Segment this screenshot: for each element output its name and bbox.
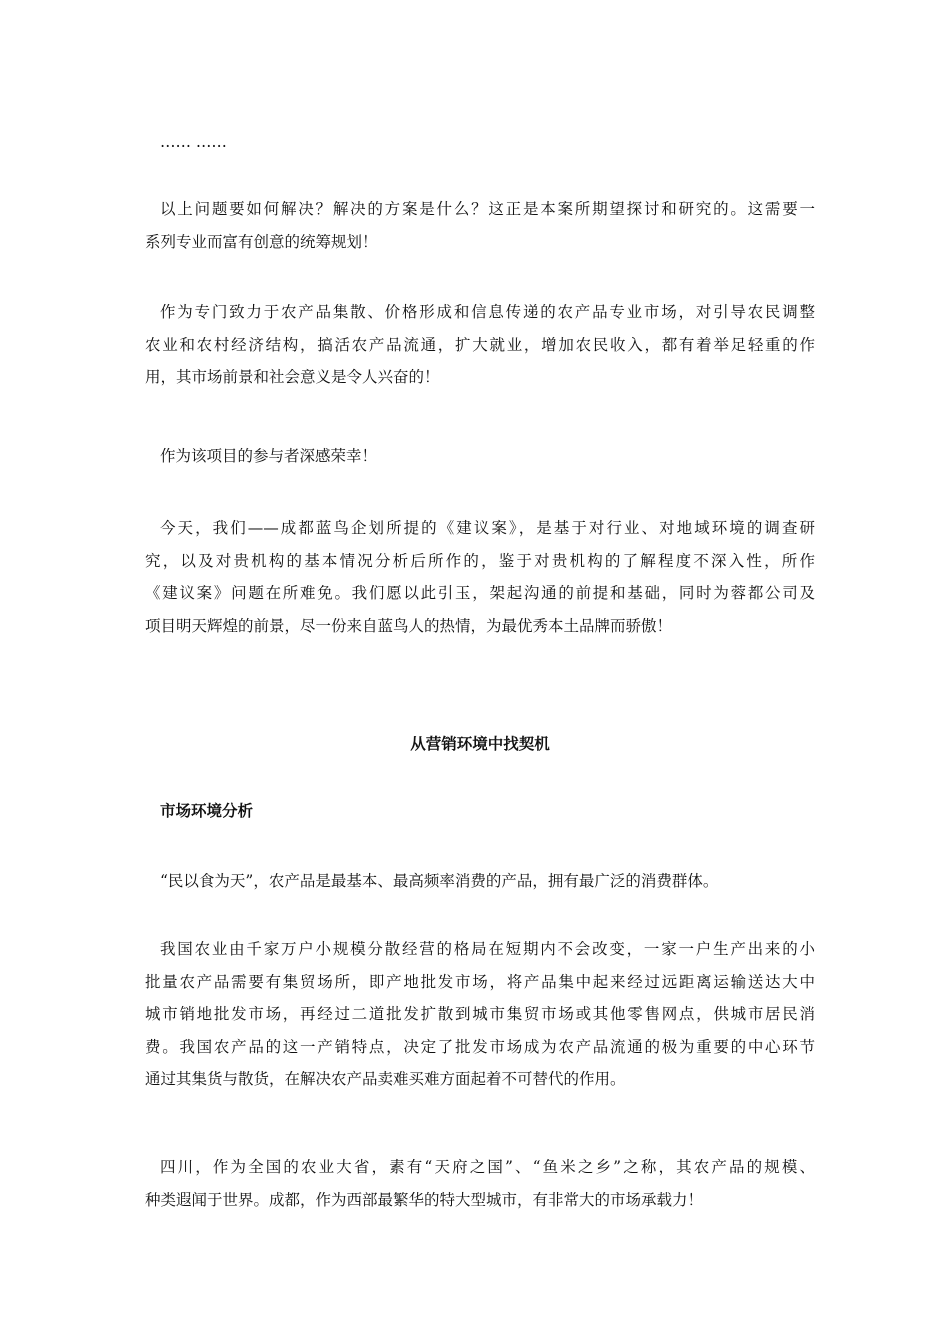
text-line: 作为该项目的参与者深感荣幸！ (160, 447, 378, 465)
paragraph-solution-question (145, 193, 815, 258)
paragraph-market-role (145, 296, 815, 394)
text-line: 用，其市场前景和社会意义是令人兴奋的！ (145, 368, 440, 386)
paragraph-wholesale-market (145, 933, 815, 1096)
paragraph-honored (145, 440, 815, 473)
paragraph-proposal (145, 512, 815, 642)
text-line: 究，以及对贵机构的基本情况分析后所作的，鉴于对贵机构的了解程度不深入性，所作 (145, 551, 815, 570)
text-line: 通过其集货与散货，在解决农产品卖难买难方面起着不可替代的作用。 (145, 1070, 626, 1088)
subsection-title: 市场环境分析 (160, 802, 254, 820)
text-line: 今天，我们——成都蓝鸟企划所提的《建议案》，是基于对行业、对地域环境的调查研 (160, 519, 815, 537)
section-title: 从营销环境中找契机 (410, 735, 550, 753)
paragraph-food-first (145, 865, 815, 898)
text-line: 我国农业由千家万户小规模分散经营的格局在短期内不会改变，一家一户生产出来的小 (160, 940, 815, 958)
text-line: 城市销地批发市场，再经过二道批发扩散到城市集贸市场或其他零售网点，供城市居民消 (145, 1005, 815, 1023)
ellipsis-line (145, 126, 815, 159)
text-line: 种类遐闻于世界。成都，作为西部最繁华的特大型城市，有非常大的市场承载力！ (145, 1190, 704, 1209)
text-line: 批量农产品需要有集贸场所，即产地批发市场，将产品集中起来经过远距离运输送达大中 (145, 972, 815, 991)
text-line: 作为专门致力于农产品集散、价格形成和信息传递的农产品专业市场，对引导农民调整 (160, 303, 815, 321)
text-line: 农业和农村经济结构，搞活农产品流通，扩大就业，增加农民收入，都有着举足轻重的作 (145, 335, 815, 354)
text-line: …… …… (160, 133, 227, 151)
text-line: 以上问题要如何解决？解决的方案是什么？这正是本案所期望探讨和研究的。这需要一 (160, 200, 815, 218)
text-line: 《建议案》问题在所难免。我们愿以此引玉，架起沟通的前提和基础，同时为蓉都公司及 (145, 584, 815, 602)
text-line: “民以食为天”，农产品是最基本、最高频率消费的产品，拥有最广泛的消费群体。 (160, 872, 719, 890)
text-line: 系列专业而富有创意的统筹规划！ (145, 232, 378, 251)
text-line: 四川，作为全国的农业大省，素有“天府之国”、“鱼米之乡”之称，其农产品的规模、 (160, 1158, 815, 1176)
paragraph-sichuan (145, 1151, 815, 1216)
text-line: 费。我国农产品的这一产销特点，决定了批发市场成为农产品流通的极为重要的中心环节 (145, 1037, 815, 1056)
text-line: 项目明天辉煌的前景，尽一份来自蓝鸟人的热情，为最优秀本土品牌而骄傲！ (145, 616, 673, 635)
